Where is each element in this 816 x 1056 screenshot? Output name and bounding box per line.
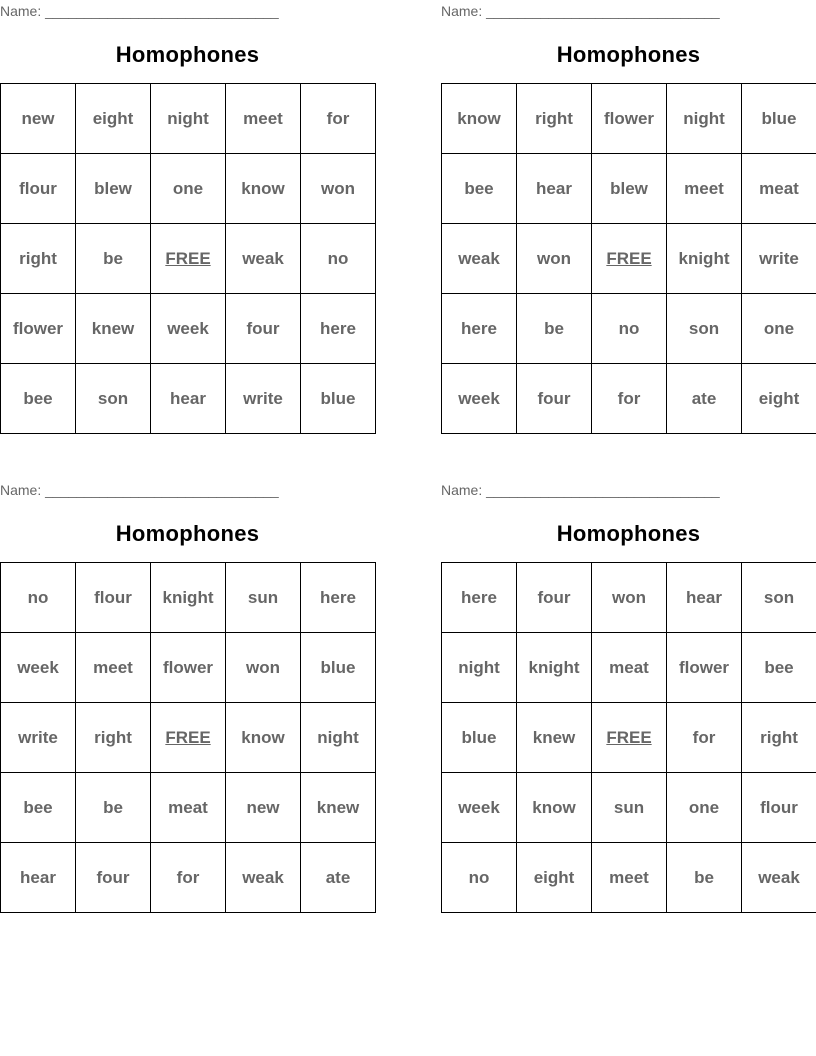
- grid-cell: knew: [76, 294, 151, 364]
- grid-row: [1, 773, 376, 843]
- grid-cell: right: [76, 703, 151, 773]
- grid-cell: be: [517, 294, 592, 364]
- grid-cell: meat: [592, 633, 667, 703]
- name-field: Name: ______________________________: [0, 482, 279, 498]
- grid-row: [442, 224, 816, 294]
- grid-cell: write: [226, 364, 301, 434]
- grid-row: [1, 224, 376, 294]
- grid-cell: bee: [442, 154, 517, 224]
- grid-cell: be: [667, 843, 742, 913]
- grid-cell: meet: [76, 633, 151, 703]
- grid-cell: flower: [1, 294, 76, 364]
- grid-cell: weak: [442, 224, 517, 294]
- grid-row: [1, 563, 376, 633]
- grid-cell: flower: [667, 633, 742, 703]
- grid-cell: won: [301, 154, 376, 224]
- grid-cell: one: [742, 294, 816, 364]
- free-space-cell: FREE: [592, 224, 667, 294]
- grid-cell: be: [76, 224, 151, 294]
- grid-cell: night: [301, 703, 376, 773]
- card-title: Homophones: [556, 521, 701, 546]
- bingo-grid: [441, 83, 816, 434]
- grid-cell: weak: [226, 843, 301, 913]
- grid-cell: no: [1, 563, 76, 633]
- name-field: Name: ______________________________: [0, 3, 279, 19]
- grid-row: [442, 563, 816, 633]
- grid-row: [1, 364, 376, 434]
- grid-cell: won: [517, 224, 592, 294]
- grid-cell: knight: [517, 633, 592, 703]
- grid-cell: bee: [1, 773, 76, 843]
- grid-cell: knew: [517, 703, 592, 773]
- grid-row: [1, 633, 376, 703]
- card-title: Homophones: [115, 521, 260, 546]
- grid-cell: knight: [667, 224, 742, 294]
- grid-cell: new: [226, 773, 301, 843]
- grid-cell: won: [226, 633, 301, 703]
- free-space-cell: FREE: [151, 224, 226, 294]
- bingo-grid: [0, 83, 376, 434]
- grid-row: [442, 154, 816, 224]
- card-title: Homophones: [556, 42, 701, 67]
- grid-cell: know: [226, 154, 301, 224]
- grid-cell: son: [742, 563, 816, 633]
- grid-cell: right: [742, 703, 816, 773]
- grid-row: [1, 84, 376, 154]
- grid-cell: one: [151, 154, 226, 224]
- name-field: Name: ______________________________: [441, 482, 720, 498]
- free-space-cell: FREE: [592, 703, 667, 773]
- grid-cell: blue: [301, 633, 376, 703]
- grid-cell: right: [517, 84, 592, 154]
- grid-row: [442, 633, 816, 703]
- grid-row: [442, 84, 816, 154]
- grid-cell: ate: [301, 843, 376, 913]
- grid-cell: write: [1, 703, 76, 773]
- grid-cell: flower: [592, 84, 667, 154]
- grid-cell: flour: [1, 154, 76, 224]
- grid-cell: know: [226, 703, 301, 773]
- grid-cell: hear: [1, 843, 76, 913]
- grid-cell: for: [301, 84, 376, 154]
- grid-cell: here: [442, 563, 517, 633]
- grid-cell: four: [517, 563, 592, 633]
- free-space-cell: FREE: [151, 703, 226, 773]
- grid-cell: son: [667, 294, 742, 364]
- grid-row: [1, 843, 376, 913]
- grid-cell: night: [442, 633, 517, 703]
- grid-cell: bee: [742, 633, 816, 703]
- grid-cell: blew: [592, 154, 667, 224]
- grid-cell: here: [442, 294, 517, 364]
- grid-row: [442, 843, 816, 913]
- grid-cell: blue: [442, 703, 517, 773]
- grid-cell: week: [151, 294, 226, 364]
- grid-row: [442, 364, 816, 434]
- grid-cell: meet: [667, 154, 742, 224]
- grid-row: [1, 703, 376, 773]
- grid-cell: no: [592, 294, 667, 364]
- grid-cell: week: [442, 364, 517, 434]
- grid-cell: week: [1, 633, 76, 703]
- grid-cell: for: [667, 703, 742, 773]
- grid-cell: week: [442, 773, 517, 843]
- grid-cell: flower: [151, 633, 226, 703]
- grid-cell: know: [517, 773, 592, 843]
- grid-cell: meat: [151, 773, 226, 843]
- grid-cell: flour: [742, 773, 816, 843]
- grid-cell: blue: [742, 84, 816, 154]
- grid-cell: flour: [76, 563, 151, 633]
- grid-cell: knight: [151, 563, 226, 633]
- grid-cell: eight: [742, 364, 816, 434]
- grid-row: [1, 294, 376, 364]
- grid-cell: knew: [301, 773, 376, 843]
- grid-cell: blew: [76, 154, 151, 224]
- grid-cell: be: [76, 773, 151, 843]
- grid-cell: son: [76, 364, 151, 434]
- grid-cell: night: [151, 84, 226, 154]
- grid-cell: hear: [667, 563, 742, 633]
- grid-cell: four: [517, 364, 592, 434]
- grid-row: [1, 154, 376, 224]
- grid-row: [442, 703, 816, 773]
- grid-row: [442, 773, 816, 843]
- grid-cell: four: [76, 843, 151, 913]
- grid-cell: bee: [1, 364, 76, 434]
- grid-cell: weak: [226, 224, 301, 294]
- grid-cell: night: [667, 84, 742, 154]
- grid-cell: eight: [76, 84, 151, 154]
- bingo-grid: [0, 562, 376, 913]
- grid-cell: right: [1, 224, 76, 294]
- grid-cell: write: [742, 224, 816, 294]
- grid-cell: one: [667, 773, 742, 843]
- grid-cell: weak: [742, 843, 816, 913]
- grid-cell: here: [301, 294, 376, 364]
- grid-cell: eight: [517, 843, 592, 913]
- grid-cell: no: [301, 224, 376, 294]
- grid-row: [442, 294, 816, 364]
- grid-cell: hear: [517, 154, 592, 224]
- grid-cell: meet: [592, 843, 667, 913]
- grid-cell: hear: [151, 364, 226, 434]
- grid-cell: won: [592, 563, 667, 633]
- grid-cell: sun: [226, 563, 301, 633]
- name-field: Name: ______________________________: [441, 3, 720, 19]
- grid-cell: know: [442, 84, 517, 154]
- bingo-grid: [441, 562, 816, 913]
- grid-cell: no: [442, 843, 517, 913]
- grid-cell: new: [1, 84, 76, 154]
- grid-cell: ate: [667, 364, 742, 434]
- grid-cell: for: [151, 843, 226, 913]
- grid-cell: meat: [742, 154, 816, 224]
- grid-cell: blue: [301, 364, 376, 434]
- grid-cell: four: [226, 294, 301, 364]
- grid-cell: here: [301, 563, 376, 633]
- grid-cell: meet: [226, 84, 301, 154]
- grid-cell: for: [592, 364, 667, 434]
- card-title: Homophones: [115, 42, 260, 67]
- grid-cell: sun: [592, 773, 667, 843]
